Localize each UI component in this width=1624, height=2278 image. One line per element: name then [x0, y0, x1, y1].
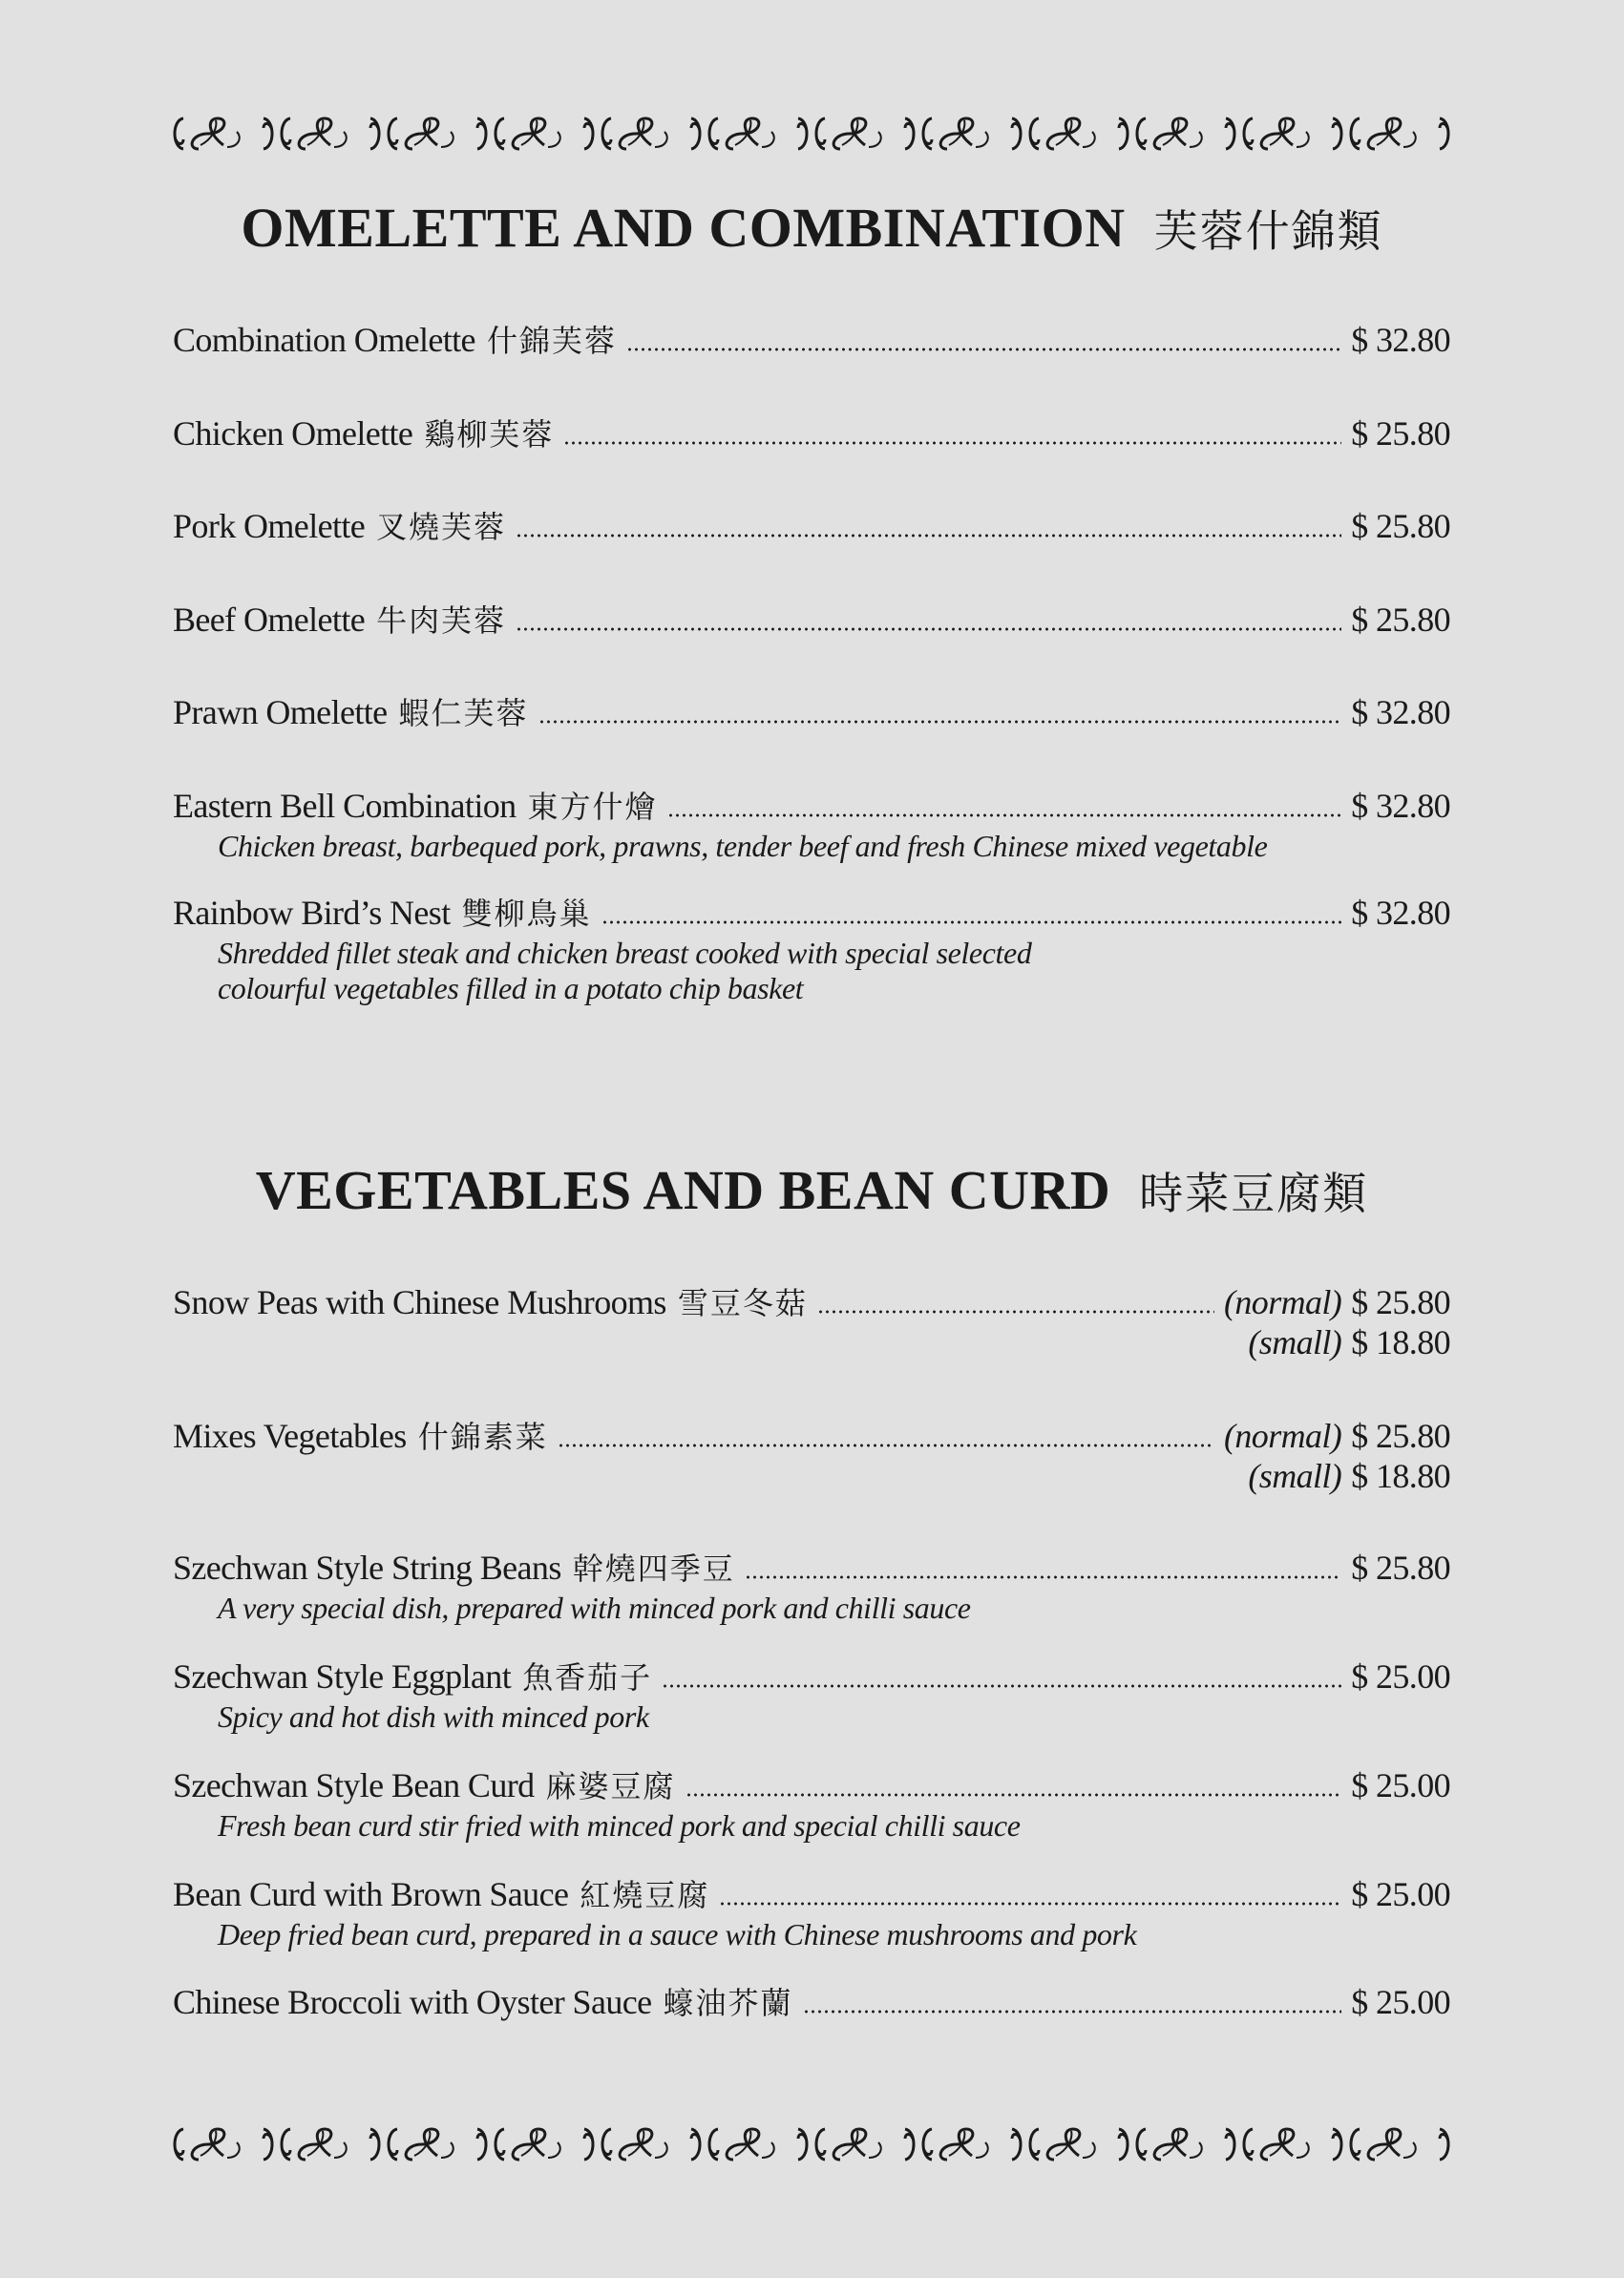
menu-item-description: Spicy and hot dish with minced pork — [218, 1699, 649, 1734]
menu-item — [173, 416, 1450, 451]
section-title — [0, 197, 1624, 259]
scroll-ornament — [1351, 118, 1448, 149]
menu-item-name-cn: 紅燒豆腐 — [580, 1878, 710, 1912]
menu-item-description: Fresh bean curd stir fried with minced pork and special chilli sauce — [218, 1808, 1021, 1843]
dot-leader — [667, 813, 1342, 817]
menu-item-price: $ 25.80 — [1351, 1283, 1450, 1321]
dot-leader — [803, 2010, 1342, 2014]
menu-item — [173, 1768, 1450, 1803]
scroll-ornament — [816, 2129, 914, 2160]
menu-item-name-cn: 叉燒芙蓉 — [376, 510, 507, 544]
menu-item — [173, 602, 1450, 637]
scroll-ornament — [923, 2129, 1021, 2160]
ornamental-border-top — [170, 111, 1453, 157]
menu-item-name: Chinese Broccoli with Oyster Sauce — [173, 1983, 652, 2021]
menu-item-description: Chicken breast, barbequed pork, prawns, tender beef and fresh Chinese mixed vegetable — [218, 829, 1268, 863]
dot-leader — [558, 1444, 1214, 1447]
menu-item-name: Prawn Omelette — [173, 693, 388, 731]
dot-leader — [817, 1310, 1214, 1314]
scroll-ornament — [282, 118, 379, 149]
menu-item-price: $ 32.80 — [1351, 894, 1450, 932]
section-title-en: OMELETTE AND COMBINATION — [241, 197, 1126, 259]
menu-item-name: Szechwan Style Eggplant — [173, 1657, 512, 1696]
dot-leader — [563, 441, 1341, 445]
menu-item-size: (normal) — [1224, 1417, 1342, 1455]
scroll-ornament — [1030, 2129, 1128, 2160]
scroll-ornament — [816, 118, 914, 149]
scroll-ornament — [1137, 118, 1234, 149]
scroll-ornament — [1351, 2129, 1448, 2160]
dot-leader — [516, 534, 1341, 538]
menu-item-description: Shredded fillet steak and chicken breast cooked with special selected — [218, 936, 1032, 970]
scroll-ornament — [1244, 118, 1341, 149]
menu-item — [173, 1877, 1450, 1911]
menu-item — [173, 1985, 1450, 2019]
menu-item-price: $ 25.80 — [1351, 1549, 1450, 1587]
menu-item-name-cn: 幹燒四季豆 — [572, 1551, 735, 1586]
ornamental-border-bottom — [170, 2121, 1453, 2167]
scroll-ornament — [496, 118, 593, 149]
section-title-en: VEGETABLES AND BEAN CURD — [255, 1159, 1111, 1221]
menu-item-price: $ 25.80 — [1351, 1417, 1450, 1455]
menu-item-name: Snow Peas with Chinese Mushrooms — [173, 1283, 666, 1321]
menu-item-price: $ 32.80 — [1351, 693, 1450, 731]
dot-leader — [685, 1793, 1342, 1797]
menu-item-description: Deep fried bean curd, prepared in a sauce with Chinese mushrooms and pork — [218, 1917, 1137, 1951]
scroll-ornament — [923, 118, 1021, 149]
dot-leader — [601, 920, 1342, 924]
menu-item-name: Chicken Omelette — [173, 414, 413, 453]
menu-item-description: colourful vegetables filled in a potato chip basket — [218, 971, 804, 1005]
section-title — [0, 1159, 1624, 1221]
dot-leader — [745, 1575, 1341, 1579]
menu-item-name-cn: 雙柳鳥巢 — [461, 896, 592, 931]
dot-leader — [719, 1902, 1341, 1906]
scroll-ornament — [175, 2129, 272, 2160]
menu-item-small-price: $ 18.80 — [1351, 1457, 1450, 1495]
menu-item-price: $ 25.00 — [1351, 1766, 1450, 1804]
menu-item-name-cn: 什錦芙蓉 — [486, 324, 617, 358]
menu-item-name-cn: 蝦仁芙蓉 — [398, 696, 529, 730]
menu-item-name-cn: 什錦素菜 — [417, 1420, 548, 1454]
menu-item-name: Szechwan Style String Beans — [173, 1549, 561, 1587]
menu-item-name: Combination Omelette — [173, 321, 475, 359]
menu-item-name: Bean Curd with Brown Sauce — [173, 1875, 569, 1913]
menu-item — [173, 695, 1450, 729]
menu-item — [173, 509, 1450, 543]
scroll-ornament — [1244, 2129, 1341, 2160]
menu-item-name: Eastern Bell Combination — [173, 787, 517, 825]
section-title-cn: 芙蓉什錦類 — [1153, 207, 1383, 256]
scroll-ornament — [709, 118, 807, 149]
menu-item-name-cn: 雪豆冬菇 — [677, 1286, 808, 1320]
menu-item-name-cn: 魚香茄子 — [522, 1660, 653, 1695]
scroll-ornament — [389, 118, 486, 149]
scroll-ornament — [602, 118, 700, 149]
menu-item — [173, 896, 1450, 930]
menu-item-name: Rainbow Bird’s Nest — [173, 894, 451, 932]
menu-item-small-price-row — [1248, 1325, 1450, 1360]
scroll-ornament — [282, 2129, 379, 2160]
menu-item-name-cn: 牛肉芙蓉 — [376, 603, 507, 638]
menu-item — [173, 789, 1450, 823]
menu-item-name-cn: 東方什燴 — [527, 790, 658, 824]
scroll-ornament — [175, 118, 272, 149]
menu-item-price: $ 32.80 — [1351, 321, 1450, 359]
scroll-ornament — [1137, 2129, 1234, 2160]
menu-item-name-cn: 麻婆豆腐 — [545, 1769, 676, 1803]
menu-item-price: $ 25.80 — [1351, 507, 1450, 545]
menu-item — [173, 1419, 1450, 1453]
menu-item-small-size: (small) — [1248, 1323, 1342, 1361]
menu-item-small-price-row — [1248, 1459, 1450, 1493]
menu-item-description: A very special dish, prepared with minced pork and chilli sauce — [218, 1591, 971, 1625]
dot-leader — [538, 720, 1342, 724]
menu-item-name: Pork Omelette — [173, 507, 366, 545]
scroll-ornament — [1030, 118, 1128, 149]
menu-item-price: $ 25.00 — [1351, 1983, 1450, 2021]
menu-item-price: $ 32.80 — [1351, 787, 1450, 825]
menu-item-price: $ 25.00 — [1351, 1657, 1450, 1696]
menu-item — [173, 1550, 1450, 1585]
menu-item-price: $ 25.00 — [1351, 1875, 1450, 1913]
scroll-ornament — [709, 2129, 807, 2160]
menu-item-price: $ 25.80 — [1351, 601, 1450, 639]
menu-item — [173, 323, 1450, 357]
menu-item-price: $ 25.80 — [1351, 414, 1450, 453]
menu-item-name-cn: 鷄柳芙蓉 — [424, 417, 555, 452]
scroll-ornament — [602, 2129, 700, 2160]
dot-leader — [626, 348, 1341, 351]
menu-item-small-size: (small) — [1248, 1457, 1342, 1495]
dot-leader — [662, 1684, 1341, 1688]
menu-item-name: Mixes Vegetables — [173, 1417, 407, 1455]
scroll-ornament — [389, 2129, 486, 2160]
menu-item-size: (normal) — [1224, 1283, 1342, 1321]
menu-item-small-price: $ 18.80 — [1351, 1323, 1450, 1361]
menu-item-name: Szechwan Style Bean Curd — [173, 1766, 535, 1804]
scroll-ornament — [496, 2129, 593, 2160]
menu-item-name-cn: 蠔油芥蘭 — [663, 1986, 793, 2020]
section-title-cn: 時菜豆腐類 — [1139, 1170, 1369, 1218]
menu-item-name: Beef Omelette — [173, 601, 366, 639]
dot-leader — [516, 627, 1341, 631]
menu-item — [173, 1285, 1450, 1319]
menu-item — [173, 1659, 1450, 1694]
